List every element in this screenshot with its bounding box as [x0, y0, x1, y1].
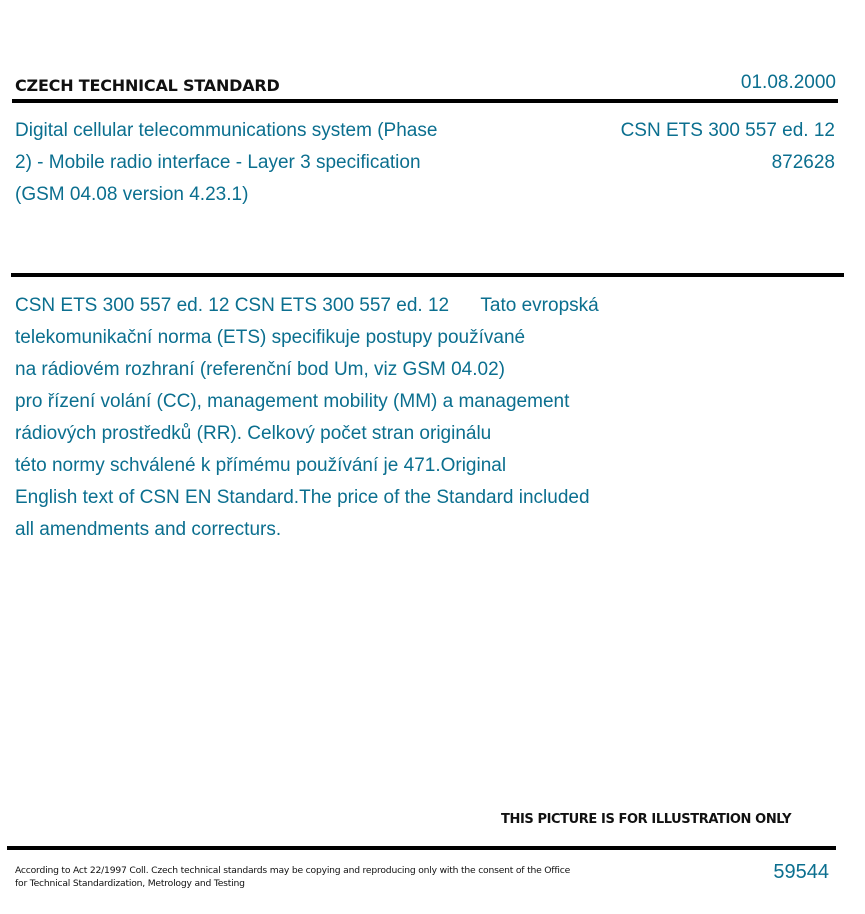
description-line: English text of CSN EN Standard.The price of the Standard included: [15, 487, 590, 508]
description-line: all amendments and correcturs.: [15, 519, 282, 540]
document-type-label: CZECH TECHNICAL STANDARD: [15, 76, 280, 95]
title-line: 2) - Mobile radio interface - Layer 3 specification: [15, 152, 421, 173]
standard-description: [15, 290, 695, 546]
section-divider: [11, 273, 844, 277]
legal-line: According to Act 22/1997 Coll. Czech technical standards may be copying and reproducing only with the consent of the Office: [15, 865, 571, 876]
footer-divider: [7, 846, 836, 850]
description-line: CSN ETS 300 557 ed. 12 CSN ETS 300 557 ed. 12 Tato evropská: [15, 295, 599, 316]
document-number: 59544: [773, 861, 829, 883]
description-line: na rádiovém rozhraní (referenční bod Um, viz GSM 04.02): [15, 359, 505, 380]
description-line: telekomunikační norma (ETS) specifikuje postupy používané: [15, 327, 526, 348]
standard-code: CSN ETS 300 557 ed. 12: [620, 120, 835, 141]
description-line: této normy schválené k přímému používání je 471.Original: [15, 455, 507, 476]
header-divider: [12, 99, 838, 103]
catalog-number: 872628: [771, 152, 835, 173]
illustration-disclaimer: THIS PICTURE IS FOR ILLUSTRATION ONLY: [501, 812, 792, 827]
description-line: pro řízení volání (CC), management mobility (MM) a management: [15, 391, 570, 412]
standard-identifiers: [621, 115, 835, 179]
legal-notice: [15, 864, 615, 890]
title-line: Digital cellular telecommunications system (Phase: [15, 120, 438, 141]
legal-line: for Technical Standardization, Metrology and Testing: [15, 878, 245, 889]
publication-date: 01.08.2000: [740, 72, 836, 93]
title-line: (GSM 04.08 version 4.23.1): [15, 184, 249, 205]
standard-title: [15, 115, 515, 211]
description-line: rádiových prostředků (RR). Celkový počet stran originálu: [15, 423, 492, 444]
